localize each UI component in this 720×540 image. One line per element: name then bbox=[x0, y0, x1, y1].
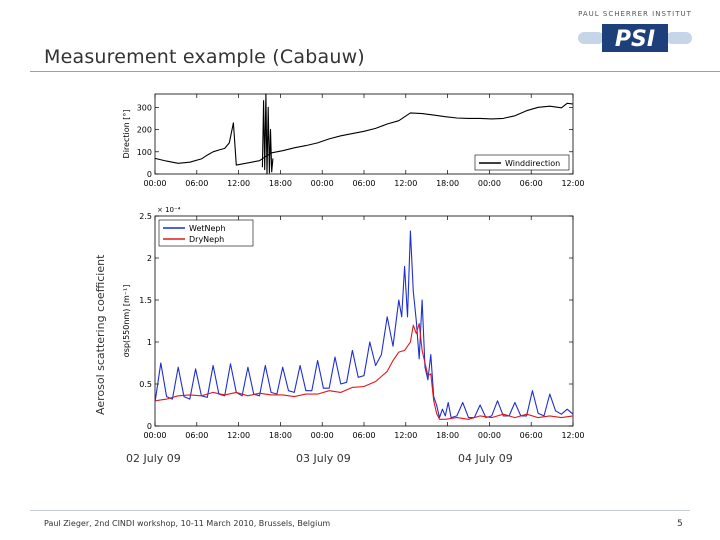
y-tick-label: 0 bbox=[146, 422, 152, 431]
y-tick-label: 100 bbox=[136, 147, 152, 157]
legend-label: DryNeph bbox=[189, 235, 225, 244]
x-tick-label: 18:00 bbox=[436, 179, 460, 188]
side-axis-label: Aerosol scattering coefficient bbox=[94, 254, 107, 415]
y-tick-label: 200 bbox=[136, 125, 152, 135]
x-tick-label: 12:00 bbox=[227, 179, 251, 188]
x-tick-label: 12:00 bbox=[561, 431, 585, 440]
x-tick-label: 00:00 bbox=[143, 179, 167, 188]
x-tick-label: 00:00 bbox=[310, 431, 334, 440]
x-tick-label: 18:00 bbox=[268, 431, 292, 440]
x-tick-label: 00:00 bbox=[310, 179, 334, 188]
x-tick-label: 18:00 bbox=[436, 431, 460, 440]
x-tick-label: 06:00 bbox=[352, 179, 376, 188]
x-tick-label: 12:00 bbox=[227, 431, 251, 440]
x-tick-label: 12:00 bbox=[394, 431, 418, 440]
x-tick-label: 00:00 bbox=[477, 431, 501, 440]
x-tick-label: 12:00 bbox=[561, 179, 585, 188]
x-tick-label: 00:00 bbox=[477, 179, 501, 188]
x-tick-label: 06:00 bbox=[352, 431, 376, 440]
x-tick-label: 00:00 bbox=[143, 431, 167, 440]
y-tick-label: 0 bbox=[146, 170, 152, 179]
slide-title: Measurement example (Cabauw) bbox=[44, 46, 365, 68]
y-axis-label: Direction [°] bbox=[122, 109, 131, 159]
x-tick-label: 18:00 bbox=[268, 179, 292, 188]
logo-caption: PAUL SCHERRER INSTITUT bbox=[578, 10, 692, 18]
y-tick-label: 300 bbox=[136, 103, 152, 113]
x-tick-label: 12:00 bbox=[394, 179, 418, 188]
y-tick-label: 1.5 bbox=[139, 296, 152, 305]
x-tick-label: 06:00 bbox=[185, 431, 209, 440]
date-label-2: 03 July 09 bbox=[296, 452, 351, 465]
y-axis-label: σsp(550nm) [m⁻¹] bbox=[122, 284, 131, 358]
date-label-1: 02 July 09 bbox=[126, 452, 181, 465]
footer-divider bbox=[30, 510, 690, 511]
y-tick-label: 1 bbox=[146, 338, 152, 347]
y-scale-label: × 10⁻⁴ bbox=[157, 206, 181, 214]
page-number: 5 bbox=[677, 519, 683, 529]
x-tick-label: 06:00 bbox=[519, 431, 543, 440]
footer-text: Paul Zieger, 2nd CINDI workshop, 10-11 March 2010, Brussels, Belgium bbox=[44, 519, 331, 528]
legend-label: WetNeph bbox=[189, 224, 226, 233]
date-label-3: 04 July 09 bbox=[458, 452, 513, 465]
y-tick-label: 0.5 bbox=[139, 380, 152, 389]
logo-mark: PSI bbox=[614, 27, 656, 52]
x-tick-label: 06:00 bbox=[185, 179, 209, 188]
x-tick-label: 06:00 bbox=[519, 179, 543, 188]
y-tick-label: 2 bbox=[146, 254, 152, 263]
plot-frame-2 bbox=[155, 216, 573, 426]
legend-label: Winddirection bbox=[505, 159, 561, 168]
y-tick-label: 2.5 bbox=[139, 212, 152, 221]
